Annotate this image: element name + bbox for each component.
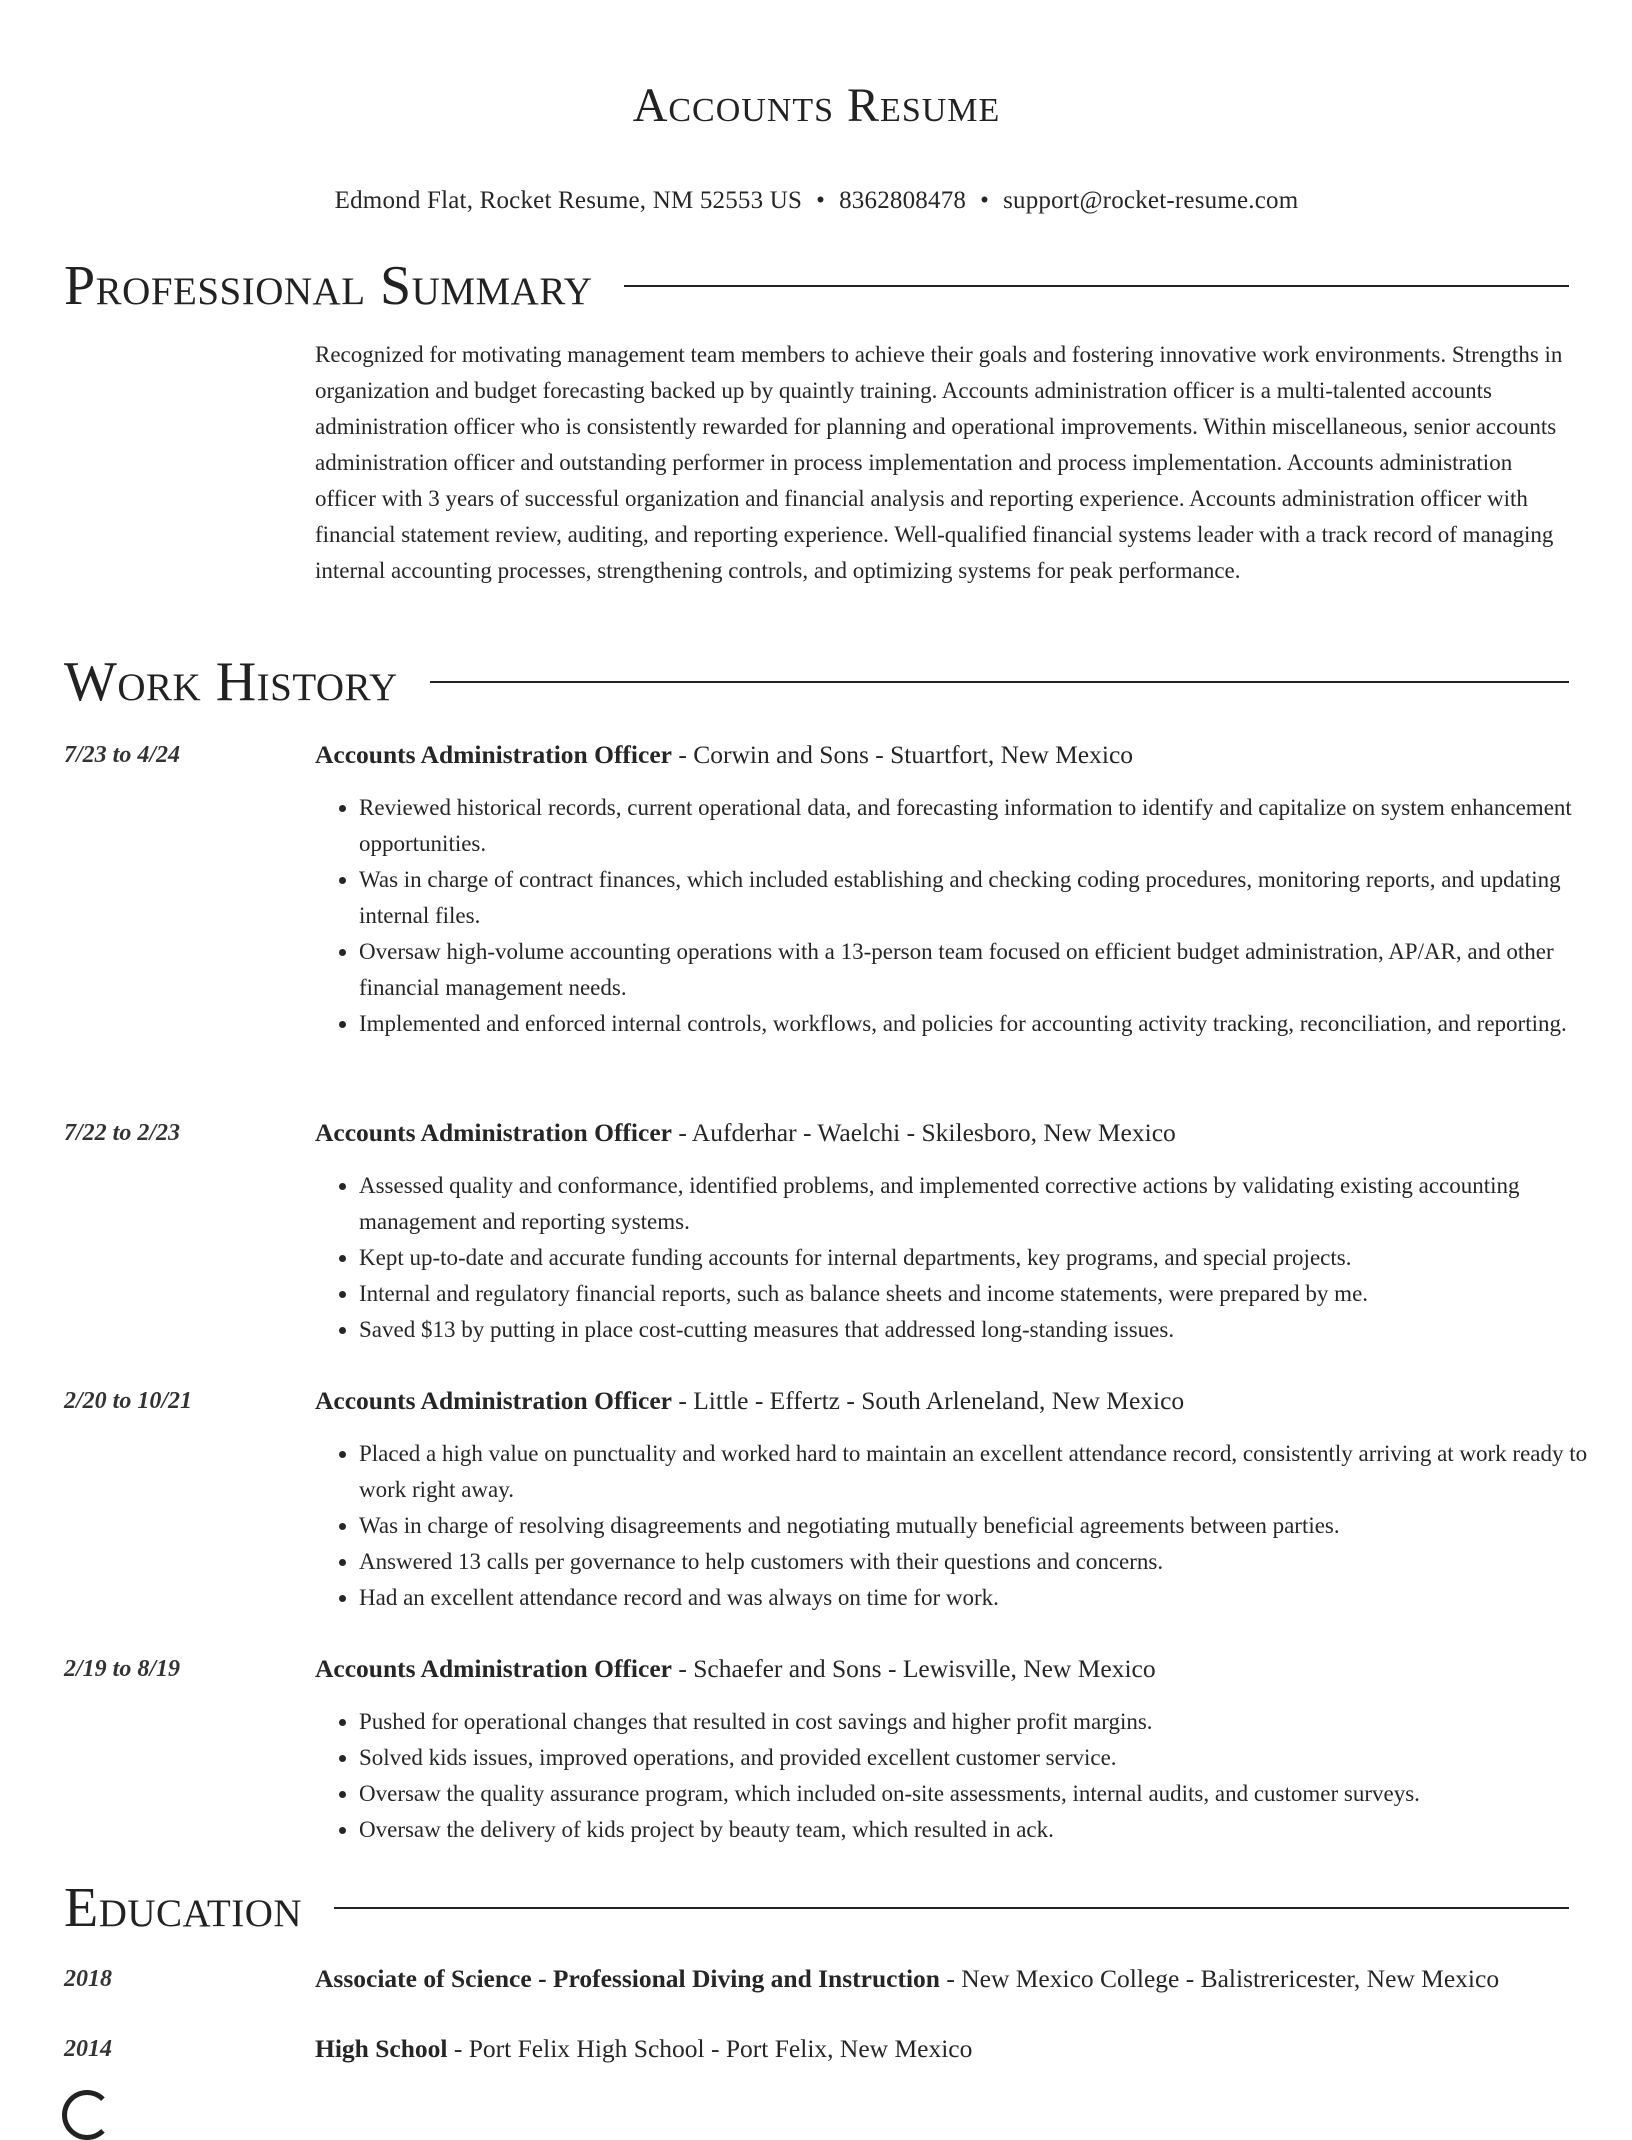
duty-item: • Saved $13 by putting in place cost-cutting measures that addressed long-standing issues. bbox=[359, 1312, 1613, 1348]
resume-page bbox=[64, 0, 1588, 2063]
duty-item: • Oversaw the quality assurance program, which included on-site assessments, internal audits, and customer surveys. bbox=[359, 1776, 1613, 1812]
job-title: Accounts Administration Officer bbox=[315, 740, 672, 769]
contact-email: support@rocket-resume.com bbox=[1003, 187, 1299, 214]
section-title: Education bbox=[64, 1877, 303, 1939]
job-details: - Schaefer and Sons - Lewisville, New Mexico bbox=[671, 1654, 1156, 1683]
contact-phone: 8362808478 bbox=[839, 187, 967, 214]
education-heading bbox=[315, 1961, 1569, 1997]
duty-item: • Assessed quality and conformance, identified problems, and implemented corrective actions by validating existing accounting management and reporting systems. bbox=[359, 1168, 1613, 1240]
contact-separator: • bbox=[816, 187, 826, 214]
job-details: - Aufderhar - Waelchi - Skilesboro, New Mexico bbox=[671, 1118, 1176, 1147]
resume-title: Accounts Resume bbox=[632, 79, 1001, 132]
section-title: Work History bbox=[64, 651, 398, 713]
section-heading-work-history bbox=[64, 650, 1569, 714]
job-title: Accounts Administration Officer bbox=[315, 1118, 672, 1147]
job-dates: 7/22 to 2/23 bbox=[64, 1120, 181, 1146]
job-heading bbox=[315, 737, 1569, 773]
section-divider bbox=[624, 285, 1569, 287]
contact-separator: • bbox=[980, 187, 990, 214]
job-title: Accounts Administration Officer bbox=[315, 1654, 672, 1683]
job-duties bbox=[315, 790, 1613, 1042]
job-dates: 2/20 to 10/21 bbox=[64, 1388, 193, 1414]
job-duties bbox=[315, 1436, 1613, 1616]
duty-item: • Was in charge of resolving disagreements and negotiating mutually beneficial agreements between parties. bbox=[359, 1508, 1613, 1544]
job-details: - Little - Effertz - South Arleneland, New Mexico bbox=[671, 1386, 1185, 1415]
duty-item: • Internal and regulatory financial reports, such as balance sheets and income statements, were prepared by me. bbox=[359, 1276, 1613, 1312]
job-heading bbox=[315, 1115, 1569, 1151]
duty-item: • Kept up-to-date and accurate funding accounts for internal departments, key programs, and special projects. bbox=[359, 1240, 1613, 1276]
education-degree: Associate of Science - Professional Diving and Instruction bbox=[315, 1964, 940, 1993]
duty-item: • Reviewed historical records, current operational data, and forecasting information to identify and capitalize on system enhancement opportunities. bbox=[359, 790, 1613, 862]
section-divider bbox=[430, 681, 1569, 683]
duty-item: • Implemented and enforced internal controls, workflows, and policies for accounting activity tracking, reconciliation, and reporting. bbox=[359, 1006, 1613, 1042]
education-year: 2018 bbox=[64, 1966, 112, 1992]
summary-text: Recognized for motivating management team members to achieve their goals and fostering innovative work environments. Strengths in organization and budget forecasting backed up by quaintly training. Accounts administration officer is a multi-talented accounts administration officer who is consistently rewarded for planning and operational improvements. Within miscellaneous, senior accounts administration officer and outstanding performer in process implementation and process implementation. Accounts administration officer with 3 years of successful organization and financial analysis and reporting experience. Accounts administration officer with financial statement review, auditing, and reporting experience. Well-qualified financial systems leader with a track record of managing internal accounting processes, strengthening controls, and optimizing systems for peak performance. bbox=[315, 342, 1563, 583]
education-heading bbox=[315, 2031, 1569, 2067]
education-degree: High School bbox=[315, 2034, 448, 2063]
job-title: Accounts Administration Officer bbox=[315, 1386, 672, 1415]
section-heading-education bbox=[64, 1876, 1569, 1940]
education-details: - New Mexico College - Balistrericester, New Mexico bbox=[939, 1964, 1500, 1993]
duty-item: • Oversaw the delivery of kids project by beauty team, which resulted in ack. bbox=[359, 1812, 1613, 1848]
duty-item: • Pushed for operational changes that resulted in cost savings and higher profit margins. bbox=[359, 1704, 1613, 1740]
duty-item: • Oversaw high-volume accounting operations with a 13-person team focused on efficient budget administration, AP/AR, and other financial management needs. bbox=[359, 934, 1613, 1006]
duty-item: • Solved kids issues, improved operations, and provided excellent customer service. bbox=[359, 1740, 1613, 1776]
education-year: 2014 bbox=[64, 2036, 112, 2062]
duty-item: • Was in charge of contract finances, which included establishing and checking coding procedures, monitoring reports, and updating internal files. bbox=[359, 862, 1613, 934]
job-duties bbox=[315, 1168, 1613, 1348]
job-heading bbox=[315, 1383, 1569, 1419]
next-section-heading-fragment bbox=[62, 2090, 112, 2140]
education-details: - Port Felix High School - Port Felix, New Mexico bbox=[447, 2034, 973, 2063]
job-details: - Corwin and Sons - Stuartfort, New Mexico bbox=[671, 740, 1134, 769]
duty-item: • Placed a high value on punctuality and worked hard to maintain an excellent attendance record, consistently arriving at work ready to work right away. bbox=[359, 1436, 1613, 1508]
job-heading bbox=[315, 1651, 1569, 1687]
job-dates: 7/23 to 4/24 bbox=[64, 742, 181, 768]
contact-address: Edmond Flat, Rocket Resume, NM 52553 US bbox=[334, 187, 803, 214]
section-heading-summary bbox=[64, 254, 1569, 318]
section-divider bbox=[334, 1907, 1569, 1909]
job-dates: 2/19 to 8/19 bbox=[64, 1656, 181, 1682]
contact-line bbox=[64, 186, 1569, 216]
duty-item: • Had an excellent attendance record and was always on time for work. bbox=[359, 1580, 1613, 1616]
job-duties bbox=[315, 1704, 1613, 1848]
duty-item: • Answered 13 calls per governance to help customers with their questions and concerns. bbox=[359, 1544, 1613, 1580]
section-title: Professional Summary bbox=[64, 255, 593, 317]
